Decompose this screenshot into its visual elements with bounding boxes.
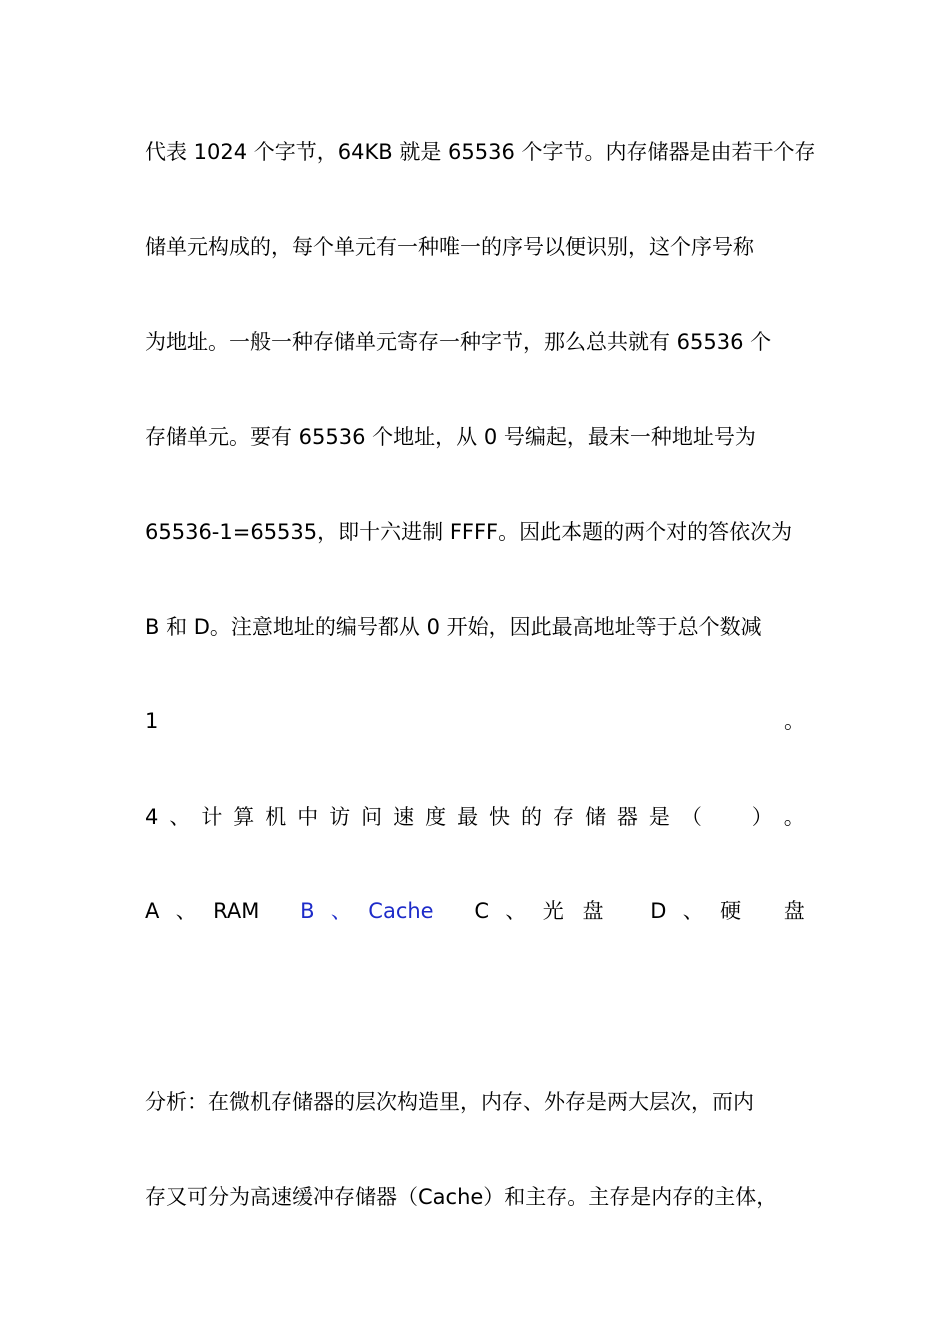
option-d-text: 硬 盘 — [720, 899, 823, 923]
paragraph-line: 65536-1=65535，即十六进制 FFFF。因此本题的两个对的答依次为 — [145, 520, 793, 544]
question-char: 最 — [457, 805, 479, 829]
option-d-label: D — [650, 899, 667, 923]
question-char: ） — [751, 805, 773, 829]
option-c-text: 光 盘 — [542, 899, 610, 923]
question-char: 器 — [616, 805, 638, 829]
option-spacer — [450, 896, 458, 926]
option-c-sep: 、 — [505, 899, 527, 923]
last-line-end: 。 — [784, 709, 805, 733]
question-char: 。 — [783, 805, 805, 829]
question-4-options — [145, 896, 823, 926]
paragraph-line: B 和 D。注意地址的编号都从 0 开始，因此最高地址等于总个数减 — [145, 615, 762, 639]
paragraph-line: 储单元构成的，每个单元有一种唯一的序号以便识别，这个序号称 — [145, 235, 754, 259]
analysis-line: 存又可分为高速缓冲存储器（Cache）和主存。主存是内存的主体， — [145, 1185, 778, 1209]
question-char: 算 — [233, 805, 255, 829]
question-char: 中 — [297, 805, 319, 829]
question-char: 的 — [521, 805, 542, 829]
question-char: 计 — [201, 805, 223, 829]
option-b-label: B — [300, 899, 315, 923]
paragraph-last-line — [145, 706, 805, 736]
question-char: 访 — [329, 805, 351, 829]
option-c-label: C — [474, 899, 490, 923]
answer-blank — [713, 802, 741, 832]
option-b-sep: 、 — [330, 899, 352, 923]
option-a-label: A — [145, 899, 160, 923]
last-line-start: 1 — [145, 709, 159, 733]
question-char: 快 — [489, 805, 511, 829]
question-char: 是 — [648, 805, 670, 829]
option-d-sep: 、 — [682, 899, 704, 923]
question-char: 存 — [552, 805, 574, 829]
question-char: 问 — [361, 805, 383, 829]
option-a-text: RAM — [213, 899, 260, 923]
paragraph-line: 为地址。一般一种存储单元寄存一种字节，那么总共就有 65536 个 — [145, 330, 772, 354]
question-char: 储 — [584, 805, 606, 829]
option-spacer — [276, 896, 284, 926]
analysis-line: 分析：在微机存储器的层次构造里，内存、外存是两大层次，而内 — [145, 1090, 754, 1114]
question-char: 4 — [145, 805, 159, 829]
question-char: 速 — [393, 805, 415, 829]
question-char: （ — [680, 805, 702, 829]
question-char: 度 — [425, 805, 447, 829]
question-char: 机 — [265, 805, 287, 829]
paragraph-line: 存储单元。要有 65536 个地址，从 0 号编起，最末一种地址号为 — [145, 425, 756, 449]
paragraph-line: 代表 1024 个字节，64KB 就是 65536 个字节。内存储器是由若干个存 — [145, 140, 816, 164]
option-spacer — [626, 896, 634, 926]
option-b-text: Cache — [368, 899, 434, 923]
question-char: 、 — [169, 805, 191, 829]
question-4 — [145, 802, 805, 832]
option-a-sep: 、 — [175, 899, 197, 923]
